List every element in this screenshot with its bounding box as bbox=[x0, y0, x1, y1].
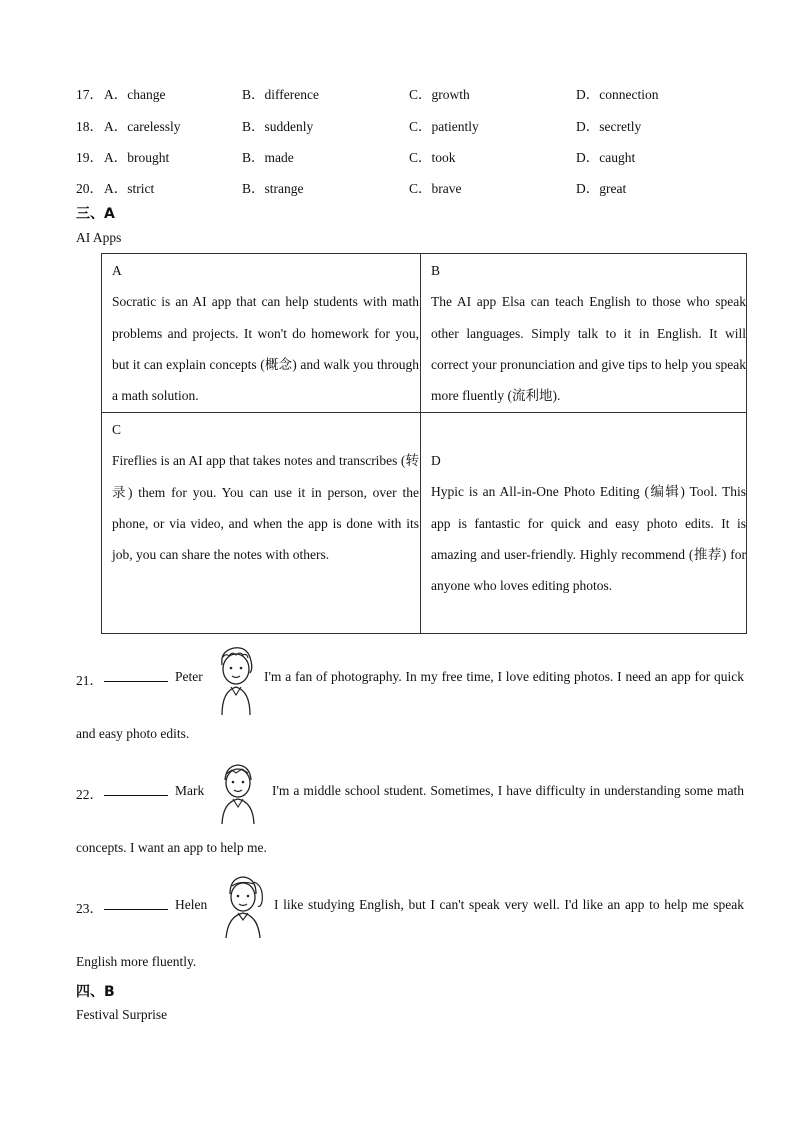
person-statement: I'm a middle school student. Sometimes, I have difficulty in understanding some math concepts. I want an app to help me. bbox=[76, 783, 744, 855]
app-cell-b bbox=[431, 255, 746, 411]
option-b: B．strange bbox=[242, 181, 304, 196]
option-d: D．connection bbox=[576, 87, 659, 102]
passage-title: Festival Surprise bbox=[76, 1007, 168, 1022]
app-cell-a bbox=[112, 255, 419, 411]
cell-label: B bbox=[431, 263, 441, 278]
cell-label: C bbox=[112, 422, 122, 437]
option-c: C．growth bbox=[409, 87, 470, 102]
question-number: 22． bbox=[76, 787, 103, 802]
person-name: Peter bbox=[175, 669, 203, 684]
cell-label: A bbox=[112, 263, 122, 278]
option-a: A．brought bbox=[104, 150, 170, 165]
cell-text: Hypic is an All-in-One Photo Editing (编辑) Tool. This app is fantastic for quick and easy photo edits. It is amazing and user-friendly. Highly recommend (推荐) for anyone who loves editing photos. bbox=[431, 484, 746, 594]
person-name: Helen bbox=[175, 897, 208, 912]
person-name: Mark bbox=[175, 783, 205, 798]
question-number: 18． bbox=[76, 119, 103, 134]
option-d: D．secretly bbox=[576, 119, 642, 134]
person-statement: I like studying English, but I can't speak very well. I'd like an app to help me speak English more fluently. bbox=[76, 897, 744, 969]
passage-title: AI Apps bbox=[76, 230, 122, 245]
option-a: A．change bbox=[104, 87, 166, 102]
option-b: B．suddenly bbox=[242, 119, 314, 134]
option-b: B．made bbox=[242, 150, 294, 165]
person-statement: I'm a fan of photography. In my free time, I love editing photos. I need an app for quick and easy photo edits. bbox=[76, 669, 744, 741]
app-cell-d bbox=[431, 445, 746, 601]
app-cell-c bbox=[112, 414, 419, 570]
question-number: 20． bbox=[76, 181, 103, 196]
option-c: C．brave bbox=[409, 181, 462, 196]
cell-text: Socratic is an AI app that can help students with math problems and projects. It won't do homework for you, but it can explain concepts (概念) and walk you through a math solution. bbox=[112, 294, 419, 404]
option-d: D．caught bbox=[576, 150, 636, 165]
option-a: A．strict bbox=[104, 181, 155, 196]
cell-text: Fireflies is an AI app that takes notes and transcribes (转录) them for you. You can use it in person, over the phone, or via video, and when the app is done with its job, you can share the notes with others. bbox=[112, 453, 419, 563]
option-d: D．great bbox=[576, 181, 627, 196]
option-c: C．patiently bbox=[409, 119, 479, 134]
question-number: 23． bbox=[76, 901, 103, 916]
table-divider-vertical bbox=[420, 253, 421, 634]
option-b: B．difference bbox=[242, 87, 319, 102]
question-number: 19． bbox=[76, 150, 103, 165]
question-number: 17． bbox=[76, 87, 103, 102]
cell-label: D bbox=[431, 453, 441, 468]
section-heading: 四、B bbox=[76, 984, 115, 1000]
cell-text: The AI app Elsa can teach English to those who speak other languages. Simply talk to it in English. It will correct your pronunciation and give tips to help you speak more fluently (流利地). bbox=[431, 294, 746, 404]
option-c: C．took bbox=[409, 150, 456, 165]
option-a: A．carelessly bbox=[104, 119, 181, 134]
table-divider-horizontal bbox=[101, 412, 747, 413]
question-number: 21． bbox=[76, 673, 103, 688]
section-heading: 三、A bbox=[76, 206, 115, 222]
